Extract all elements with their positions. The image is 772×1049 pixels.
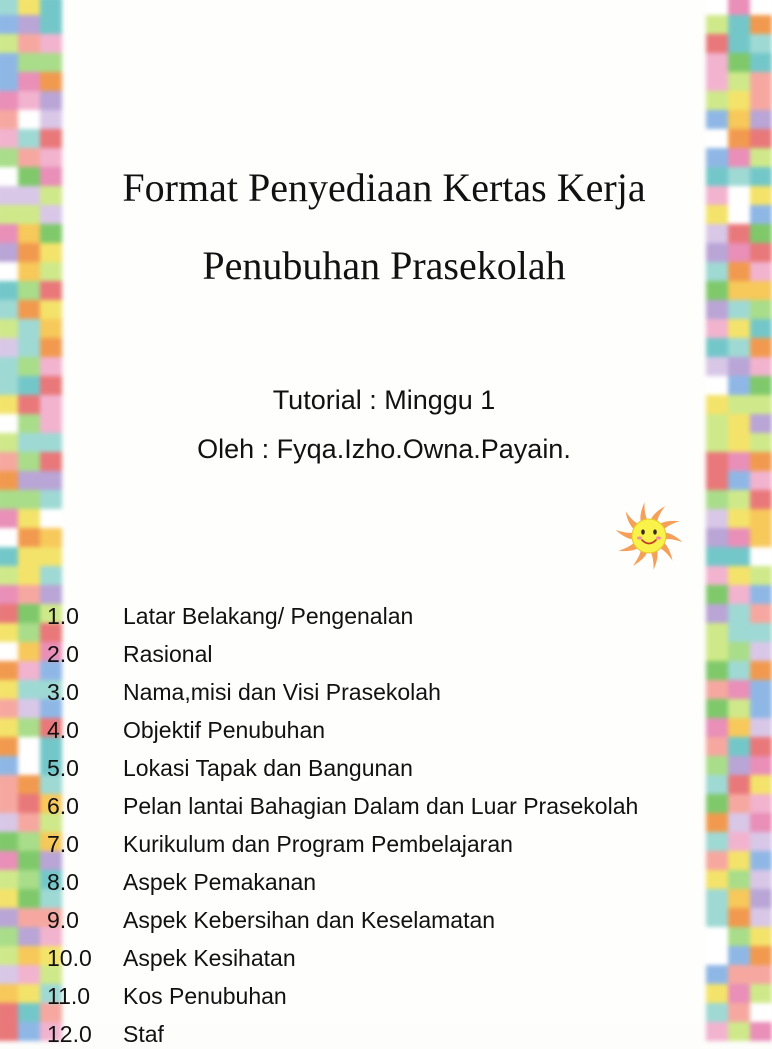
toc-item — [0, 867, 768, 897]
toc-item-number: 3.0 — [47, 679, 79, 705]
toc-item-number: 8.0 — [47, 869, 79, 895]
toc-item-number: 10.0 — [47, 945, 92, 971]
toc-item-text: Aspek Kesihatan — [123, 945, 296, 971]
toc-item-number: 6.0 — [47, 793, 79, 819]
toc-item — [0, 791, 768, 821]
toc-item — [0, 677, 768, 707]
toc-item-number: 11.0 — [47, 983, 91, 1009]
toc-item-number: 2.0 — [47, 641, 79, 667]
toc-item — [0, 715, 768, 745]
toc-item-text: Pelan lantai Bahagian Dalam dan Luar Prasekolah — [123, 793, 639, 819]
toc-item — [0, 1019, 768, 1049]
toc-item-text: Lokasi Tapak dan Bangunan — [123, 755, 413, 781]
toc-item-number: 7.0 — [47, 831, 79, 857]
toc-item — [0, 829, 768, 859]
title-line-2: Penubuhan Prasekolah — [202, 243, 566, 288]
toc-item-number: 4.0 — [47, 717, 79, 743]
toc-item-text: Kurikulum dan Program Pembelajaran — [123, 831, 513, 857]
toc-item-text: Kos Penubuhan — [123, 983, 287, 1009]
toc-item-text: Aspek Pemakanan — [123, 869, 317, 895]
toc-item — [0, 981, 768, 1011]
title-line-1: Format Penyediaan Kertas Kerja — [122, 165, 646, 210]
toc-item-text: Objektif Penubuhan — [123, 717, 326, 743]
toc-item-text: Latar Belakang/ Pengenalan — [123, 603, 414, 629]
subtitle-tutorial: Tutorial : Minggu 1 — [272, 385, 496, 415]
toc-item — [0, 943, 768, 973]
toc-item-number: 1.0 — [47, 603, 79, 629]
toc-item — [0, 639, 768, 669]
subtitle-author: Oleh : Fyqa.Izho.Owna.Payain. — [197, 434, 571, 464]
toc-item-number: 12.0 — [47, 1021, 92, 1047]
toc-item — [0, 753, 768, 783]
toc-item-text: Aspek Kebersihan dan Keselamatan — [123, 907, 496, 933]
toc-item-text: Rasional — [123, 641, 213, 667]
toc-item — [0, 601, 768, 631]
toc-item — [0, 905, 768, 935]
toc-item-text: Nama,misi dan Visi Prasekolah — [123, 679, 441, 705]
toc-item-number: 5.0 — [47, 755, 79, 781]
toc-item-text: Staf — [123, 1021, 164, 1047]
toc-item-number: 9.0 — [47, 907, 79, 933]
